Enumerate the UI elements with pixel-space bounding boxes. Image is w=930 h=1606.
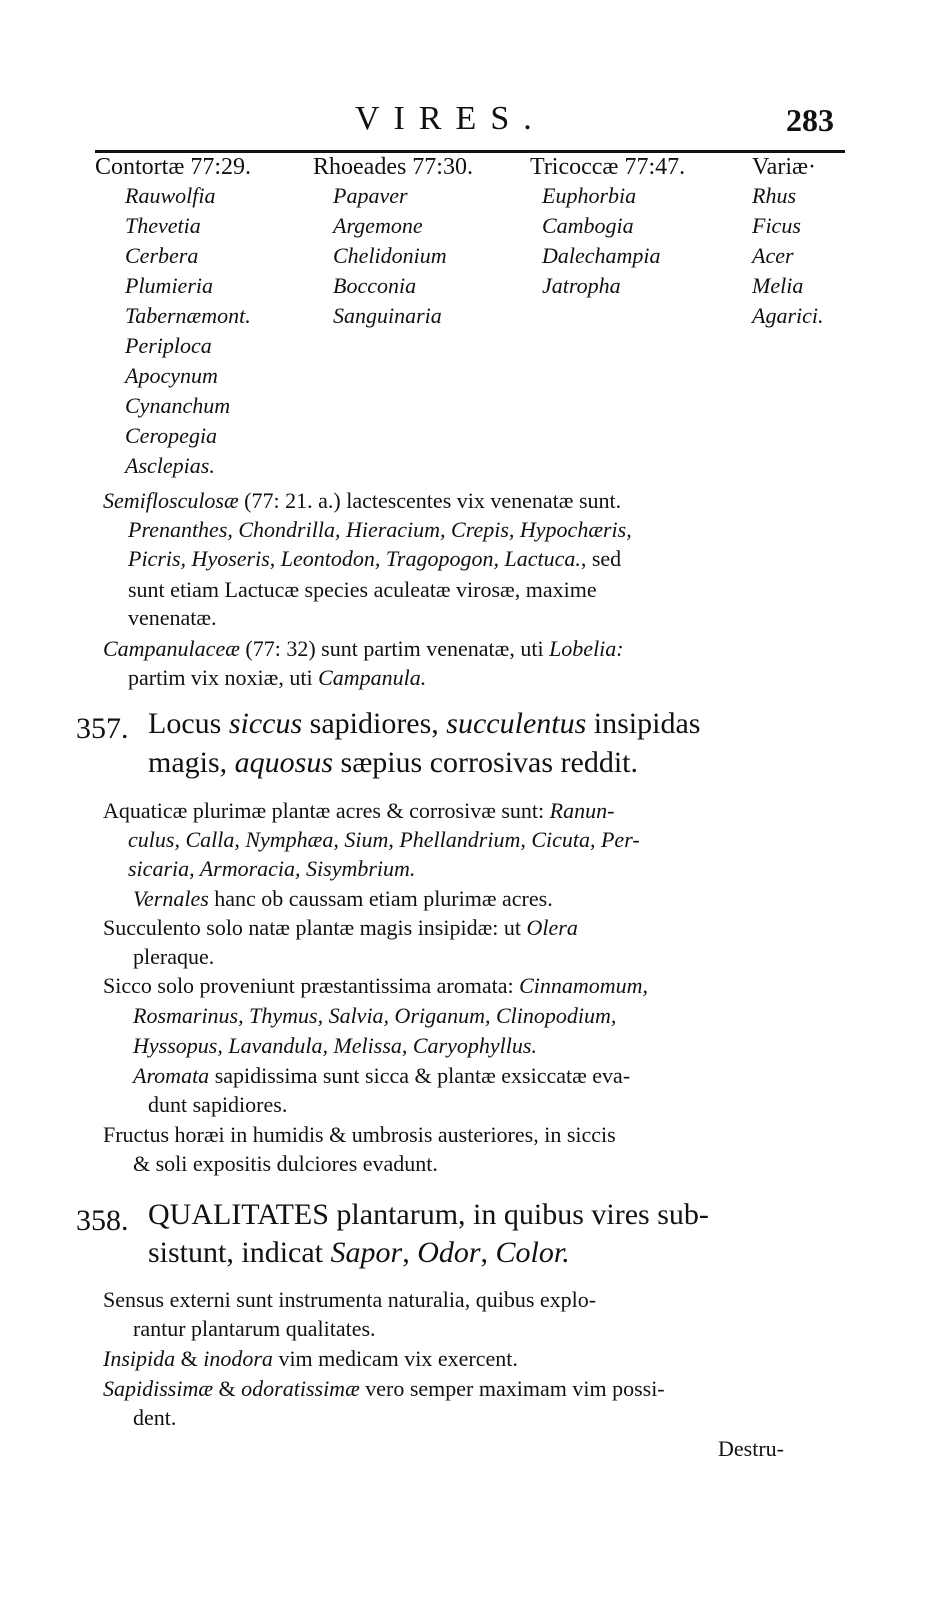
semiflosculosae-line-2: Prenanthes, Chondrilla, Hieracium, Crepis, Hypochæris, [128, 517, 632, 542]
section-358-line-1 [148, 1196, 709, 1234]
term: Cinnamomum, [519, 973, 649, 998]
column-rhoeades [313, 154, 473, 331]
column-heading: Variæ· [752, 154, 816, 180]
sapidissimae-line-1 [103, 1376, 665, 1402]
column-heading: Tricoccæ 77:47. [530, 154, 686, 180]
text: sæpius corrosivas reddit. [333, 746, 638, 779]
list-item: Sanguinaria [333, 303, 442, 328]
list-item: Periploca [125, 333, 212, 358]
succulento-line-1 [103, 915, 578, 941]
list-item: Melia [752, 273, 804, 298]
sensus-line-1: Sensus externi sunt instrumenta naturalia, quibus explo- [103, 1287, 597, 1312]
insipida-line [103, 1346, 518, 1372]
text: magis, [148, 746, 235, 779]
term: Ranun- [549, 798, 615, 823]
text: Succulento solo natæ plantæ magis insipidæ: ut [103, 915, 527, 940]
term: Color. [495, 1236, 570, 1269]
list-item: Cerbera [125, 243, 199, 268]
succulento-line-2: pleraque. [133, 944, 215, 969]
sicco-line-2: Rosmarinus, Thymus, Salvia, Origanum, Clinopodium, [133, 1003, 617, 1028]
aquaticae-line-4 [133, 886, 553, 912]
text: (77: 32) sunt partim venenatæ, uti [239, 636, 550, 661]
list-item: Cambogia [542, 213, 634, 238]
list-item: Ceropegia [125, 423, 218, 448]
term: Semiflosculosæ [103, 488, 239, 513]
list-item: Agarici. [752, 303, 824, 328]
list-item: Apocynum [125, 363, 218, 388]
section-357-line-2 [148, 744, 638, 782]
aquaticae-line-3: sicaria, Armoracia, Sisymbrium. [128, 856, 416, 881]
text: hanc ob caussam etiam plurimæ acres. [208, 886, 553, 911]
text: & [213, 1376, 242, 1401]
term: Olera [526, 915, 578, 940]
sapidissimae-line-2: dent. [133, 1405, 177, 1430]
text: Aquaticæ plurimæ plantæ acres & corrosivæ sunt: [103, 798, 550, 823]
text: QUALITATES [148, 1198, 329, 1231]
text: , [402, 1236, 418, 1269]
list-item: Asclepias. [125, 453, 215, 478]
term: aquosus [234, 746, 334, 779]
term: succulentus [446, 707, 587, 740]
list-item: Chelidonium [333, 243, 447, 268]
semiflosculosae-line-1 [103, 488, 621, 514]
semiflosculosae-line-3 [128, 546, 621, 572]
list-item: Euphorbia [542, 183, 637, 208]
section-number: 357. [76, 712, 129, 745]
list-item: Bocconia [333, 273, 417, 298]
term: Sapor [330, 1236, 403, 1269]
term: Aromata [133, 1063, 210, 1088]
text: Sicco solo proveniunt præstantissima aromata: [103, 973, 520, 998]
aquaticae-line-1 [103, 798, 614, 824]
list-item: Rhus [752, 183, 796, 208]
sicco-line-1 [103, 973, 648, 999]
term: inodora [203, 1346, 273, 1371]
list-item: Ficus [752, 213, 801, 238]
text: , sed [580, 546, 622, 571]
sicco-line-3: Hyssopus, Lavandula, Melissa, Caryophyllus. [133, 1033, 537, 1058]
term: Campanulaceæ [103, 636, 240, 661]
column-tricoccae [530, 154, 685, 301]
section-357-line-1 [148, 705, 700, 743]
text: insipidas [586, 707, 701, 740]
list-item: Thevetia [125, 213, 201, 238]
catchword: Destru- [718, 1436, 784, 1461]
term: siccus [228, 707, 303, 740]
list-item: Acer [752, 243, 794, 268]
semiflosculosae-line-4: sunt etiam Lactucæ species aculeatæ virosæ, maxime [128, 577, 597, 602]
text: & [175, 1346, 204, 1371]
text: plantarum, in quibus vires sub- [328, 1198, 709, 1231]
text: (77: 21. a.) lactescentes vix venenatæ sunt. [238, 488, 622, 513]
fructus-line-1: Fructus horæi in humidis & umbrosis austeriores, in siccis [103, 1122, 616, 1147]
term: Campanula. [318, 665, 427, 690]
column-heading: Rhoeades 77:30. [313, 154, 473, 180]
list-item: Tabernæmont. [125, 303, 251, 328]
campanulaceae-line-2 [128, 665, 426, 691]
header-rule [95, 150, 845, 153]
term: Sapidissimæ [103, 1376, 214, 1401]
genera: Picris, Hyoseris, Leontodon, Tragopogon, Lactuca. [128, 546, 581, 571]
page-header-title: VIRES. [355, 100, 546, 137]
term: Insipida [103, 1346, 176, 1371]
term: Odor [417, 1236, 481, 1269]
text: vim medicam vix exercent. [272, 1346, 518, 1371]
text: vero semper maximam vim possi- [359, 1376, 665, 1401]
section-number: 358. [76, 1204, 129, 1237]
term: Lobelia: [549, 636, 624, 661]
list-item: Argemone [333, 213, 423, 238]
text: , [480, 1236, 496, 1269]
fructus-line-2: & soli expositis dulciores evadunt. [133, 1151, 438, 1176]
column-contortae [95, 154, 251, 481]
text: sapidiores, [302, 707, 447, 740]
list-item: Cynanchum [125, 393, 231, 418]
sicco-line-4 [133, 1063, 630, 1089]
sensus-line-2: rantur plantarum qualitates. [133, 1316, 376, 1341]
page-number: 283 [786, 102, 834, 138]
list-item: Papaver [333, 183, 408, 208]
list-item: Rauwolfia [125, 183, 216, 208]
term: Vernales [133, 886, 209, 911]
sicco-line-5: dunt sapidiores. [148, 1092, 288, 1117]
text: sapidissima sunt sicca & plantæ exsiccatæ eva- [209, 1063, 631, 1088]
list-item: Plumieria [125, 273, 213, 298]
term: odoratissimæ [241, 1376, 360, 1401]
text: Locus [148, 707, 229, 740]
semiflosculosae-line-5: venenatæ. [128, 605, 217, 630]
text: sistunt, indicat [148, 1236, 331, 1269]
column-heading: Contortæ 77:29. [95, 154, 252, 180]
aquaticae-line-2: culus, Calla, Nymphæa, Sium, Phellandrium, Cicuta, Per- [128, 827, 640, 852]
section-358-line-2 [148, 1234, 570, 1272]
column-variae [752, 154, 824, 331]
list-item: Dalechampia [542, 243, 661, 268]
text: partim vix noxiæ, uti [128, 665, 319, 690]
campanulaceae-line-1 [103, 636, 624, 662]
list-item: Jatropha [542, 273, 621, 298]
